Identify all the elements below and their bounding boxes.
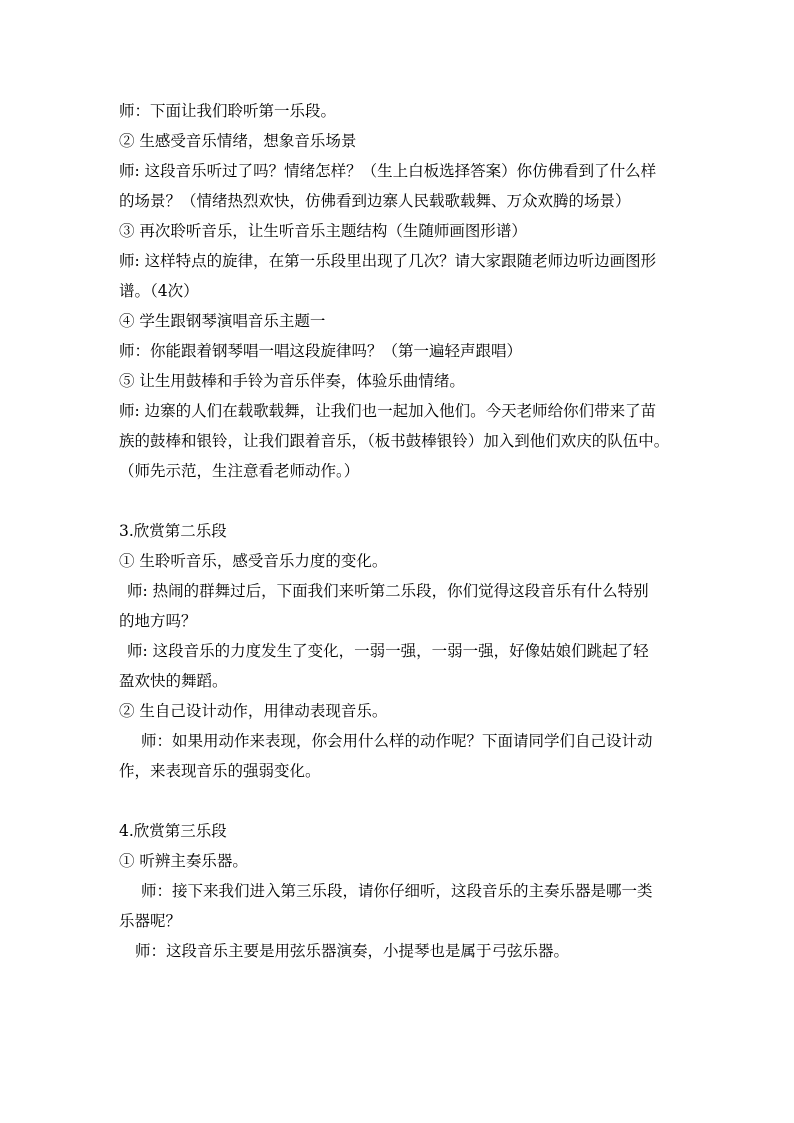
paragraph-line: 师: 这样特点的旋律，在第一乐段里出现了几次？请大家跟随老师边听边画图形 <box>119 252 657 270</box>
paragraph-line: 乐器呢？ <box>119 912 182 930</box>
blank-line <box>119 486 679 516</box>
paragraph-line: 族的鼓棒和银铃，让我们跟着音乐，（板书鼓棒银铃）加入到他们欢庆的队伍中。 <box>119 432 670 450</box>
paragraph-line: 谱。（4次） <box>119 282 199 300</box>
section-heading: 3.欣赏第二乐段 <box>119 522 227 540</box>
paragraph-line: 的场景？（情绪热烈欢快，仿佛看到边寨人民载歌载舞、万众欢腾的场景） <box>119 192 631 210</box>
document-body <box>119 96 679 966</box>
paragraph-line: （师先示范，生注意看老师动作。） <box>119 462 360 480</box>
paragraph-line: 师: 这段音乐听过了吗？情绪怎样？（生上白板选择答案）你仿佛看到了什么样 <box>119 162 657 180</box>
step-item: ① 听辨主奏乐器。 <box>119 852 248 870</box>
paragraph-line: 师：你能跟着钢琴唱一唱这段旋律吗？（第一遍轻声跟唱） <box>119 342 523 360</box>
paragraph-line: 的地方吗？ <box>119 612 197 630</box>
paragraph-line: 师：如果用动作来表现，你会用什么样的动作呢？下面请同学们自己设计动 <box>141 732 653 750</box>
paragraph-line: 师: 热闹的群舞过后，下面我们来听第二乐段，你们觉得这段音乐有什么特别 <box>127 582 649 600</box>
paragraph-line: 师：接下来我们进入第三乐段，请你仔细听，这段音乐的主奏乐器是哪一类 <box>141 882 653 900</box>
paragraph-line: 师: 这段音乐的力度发生了变化，一弱一强，一弱一强，好像姑娘们跳起了轻 <box>127 642 649 660</box>
section-heading: 4.欣赏第三乐段 <box>119 822 227 840</box>
paragraph-line: 盈欢快的舞蹈。 <box>119 672 228 690</box>
paragraph-line: 作，来表现音乐的强弱变化。 <box>119 762 321 780</box>
step-item: ④ 学生跟钢琴演唱音乐主题一 <box>119 312 326 330</box>
paragraph-line: 师：下面让我们聆听第一乐段。 <box>119 102 337 120</box>
paragraph-line: 师: 边寨的人们在载歌载舞，让我们也一起加入他们。今天老师给你们带来了苗 <box>119 402 657 420</box>
step-item: ② 生自己设计动作，用律动表现音乐。 <box>119 702 388 720</box>
step-item: ② 生感受音乐情绪，想象音乐场景 <box>119 132 357 150</box>
step-item: ① 生聆听音乐，感受音乐力度的变化。 <box>119 552 388 570</box>
blank-line <box>119 786 679 816</box>
step-item: ③ 再次聆听音乐，让生听音乐主题结构（生随师画图形谱） <box>119 222 527 240</box>
paragraph-line: 师：这段音乐主要是用弦乐器演奏，小提琴也是属于弓弦乐器。 <box>135 942 570 960</box>
step-item: ⑤ 让生用鼓棒和手铃为音乐伴奏，体验乐曲情绪。 <box>119 372 465 390</box>
